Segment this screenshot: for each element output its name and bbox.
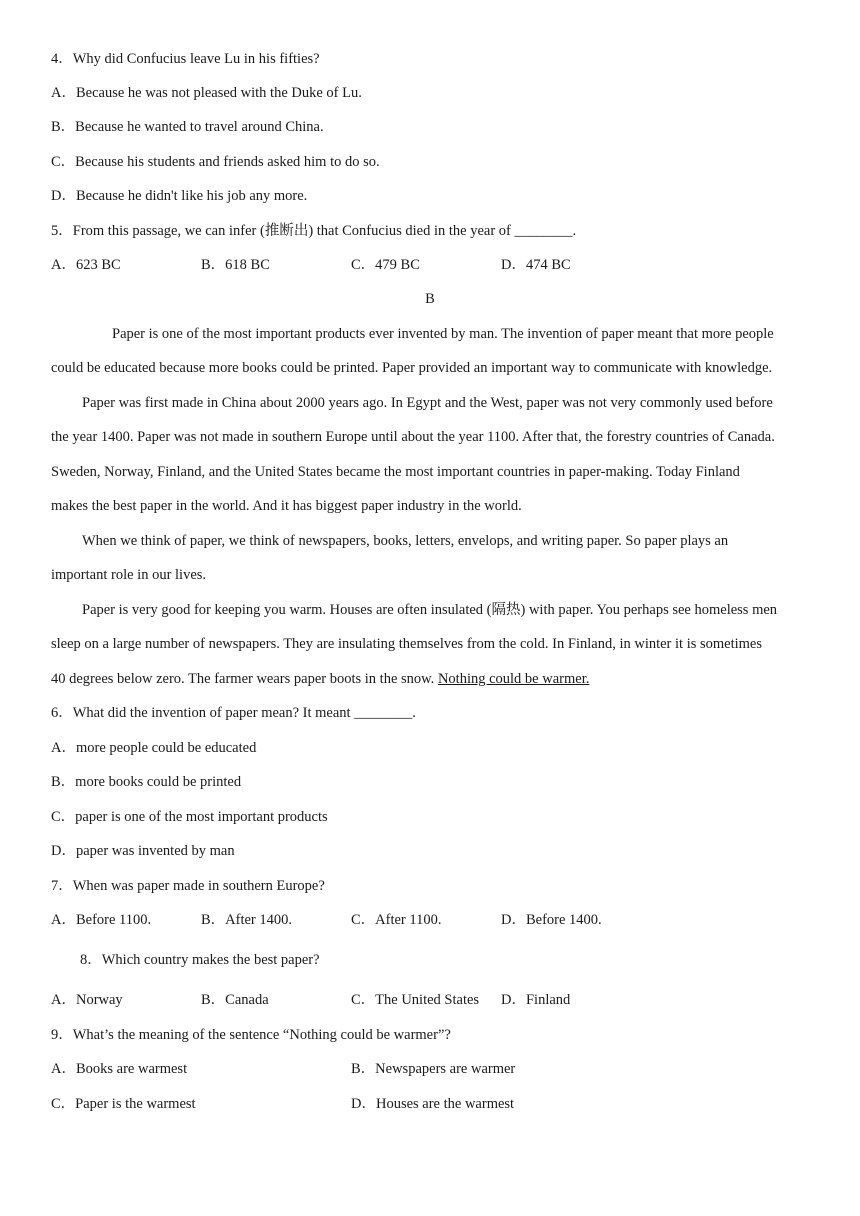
q9-question: 9．What’s the meaning of the sentence “Nothing could be warmer”?	[51, 1027, 451, 1043]
q7-question: 7．When was paper made in southern Europe?	[51, 878, 325, 894]
q6-question: 6．What did the invention of paper mean? It meant ________.	[51, 705, 416, 721]
q4-question: 4．Why did Confucius leave Lu in his fifties?	[51, 51, 320, 67]
q8-option-d: D．Finland	[501, 992, 571, 1008]
q9-option-b: B．Newspapers are warmer	[351, 1061, 516, 1077]
q7-option-a: A．Before 1100.	[51, 912, 152, 928]
underlined-sentence: Nothing could be warmer.	[437, 671, 590, 687]
q7-option-b: B．After 1400.	[201, 912, 293, 928]
passage-line: sleep on a large number of newspapers. They are insulating themselves from the cold. In Finland, in winter it is sometimes	[51, 636, 763, 652]
passage-line: When we think of paper, we think of newspapers, books, letters, envelops, and writing paper. So paper plays an	[82, 533, 729, 549]
q6-option-d: D．paper was invented by man	[51, 843, 235, 859]
passage-line: the year 1400. Paper was not made in southern Europe until about the year 1100. After that, the forestry countries of Canada.	[51, 429, 775, 445]
q4-option-c: C．Because his students and friends asked him to do so.	[51, 154, 380, 170]
q9-option-c: C．Paper is the warmest	[51, 1096, 196, 1112]
q8-option-b: B．Canada	[201, 992, 269, 1008]
passage-line: important role in our lives.	[51, 567, 207, 583]
passage-line: Paper was first made in China about 2000 years ago. In Egypt and the West, paper was not very commonly used before	[82, 395, 773, 411]
q5-option-a: A．623 BC	[51, 257, 121, 273]
passage-line: could be educated because more books could be printed. Paper provided an important way to communicate with knowledge.	[51, 360, 773, 376]
q4-option-d: D．Because he didn't like his job any more.	[51, 188, 308, 204]
section-b-heading: B	[425, 291, 435, 307]
q7-option-c: C．After 1100.	[351, 912, 442, 928]
q5-question: 5．From this passage, we can infer (推断出) that Confucius died in the year of ________.	[51, 223, 577, 239]
q6-option-c: C．paper is one of the most important products	[51, 809, 328, 825]
passage-last-line-text: 40 degrees below zero. The farmer wears paper boots in the snow.	[51, 671, 438, 687]
q9-option-d: D．Houses are the warmest	[351, 1096, 515, 1112]
q9-option-a: A．Books are warmest	[51, 1061, 188, 1077]
q5-option-d: D．474 BC	[501, 257, 571, 273]
q6-option-b: B．more books could be printed	[51, 774, 242, 790]
passage-line: makes the best paper in the world. And it has biggest paper industry in the world.	[51, 498, 522, 514]
passage-line: Paper is very good for keeping you warm. Houses are often insulated (隔热) with paper. You perhaps see homeless men	[82, 602, 778, 618]
q6-option-a: A．more people could be educated	[51, 740, 257, 756]
q8-question: 8．Which country makes the best paper?	[80, 952, 320, 968]
q5-option-b: B．618 BC	[201, 257, 270, 273]
q8-option-a: A．Norway	[51, 992, 123, 1008]
q5-option-c: C．479 BC	[351, 257, 420, 273]
passage-line: Sweden, Norway, Finland, and the United States became the most important countries in paper-making. Today Finland	[51, 464, 740, 480]
q8-option-c: C．The United States	[351, 992, 480, 1008]
q4-option-b: B．Because he wanted to travel around China.	[51, 119, 324, 135]
passage-line: Paper is one of the most important products ever invented by man. The invention of paper meant that more people	[112, 326, 774, 342]
passage-last-line	[51, 670, 589, 688]
q4-option-a: A．Because he was not pleased with the Duke of Lu.	[51, 85, 362, 101]
q7-option-d: D．Before 1400.	[501, 912, 602, 928]
